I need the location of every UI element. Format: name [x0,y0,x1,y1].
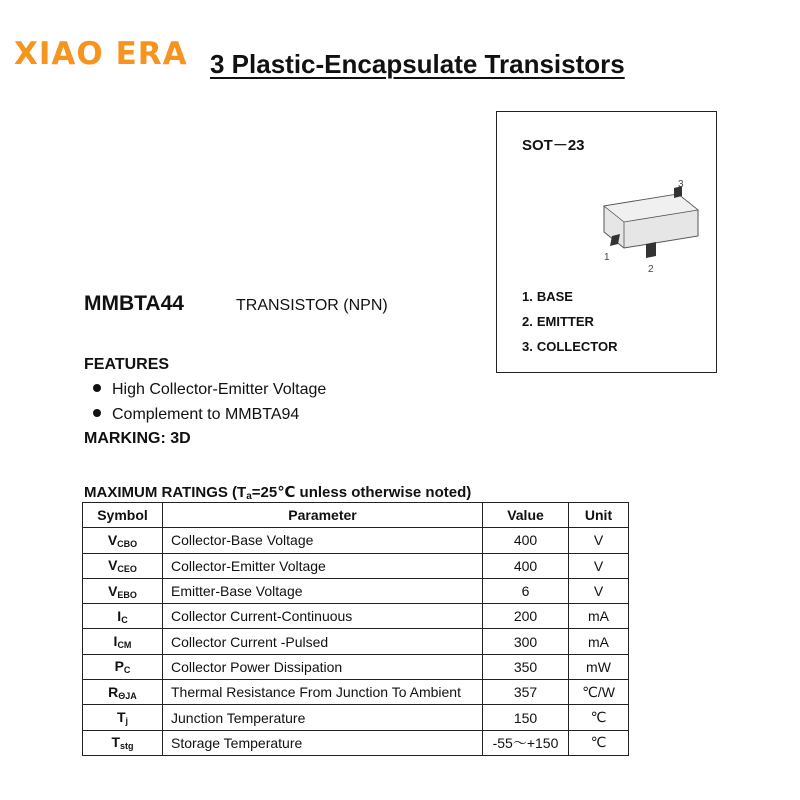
unit-cell: mA [569,604,629,629]
value-cell: 400 [483,553,569,578]
brand-logo: XIAO ERA [14,36,188,72]
symbol-cell: $T_{stg}$ [83,730,163,755]
unit-cell: V [569,553,629,578]
symbol-cell: $P_C$ [83,654,163,679]
feature-item [93,381,326,399]
table-row [83,680,629,705]
unit-cell: mW [569,654,629,679]
col-header-value: Value [483,503,569,528]
value-cell: -55～+150 [483,730,569,755]
table-row [83,578,629,603]
pin-item-emitter [522,314,594,329]
symbol-cell: $R_{\Theta JA}$ [83,680,163,705]
table-header-row [83,503,629,528]
part-description: TRANSISTOR (NPN) [236,297,388,314]
unit-cell: ℃ [569,705,629,730]
pin-label-3: 3 [678,179,684,190]
parameter-cell: Collector-Base Voltage [163,528,483,553]
unit-cell: ℃/W [569,680,629,705]
col-header-parameter: Parameter [163,503,483,528]
pin-number: 1. [522,289,533,304]
pin-label-2: 2 [648,264,654,275]
parameter-cell: Junction Temperature [163,705,483,730]
pin-number: 3. [522,339,533,354]
symbol-cell: $T_j$ [83,705,163,730]
parameter-cell: Collector Current-Continuous [163,604,483,629]
table-row [83,705,629,730]
package-name: SOT－23 [522,137,585,154]
pin-number: 2. [522,314,533,329]
parameter-cell: Thermal Resistance From Junction To Ambient [163,680,483,705]
pin-name: BASE [536,289,573,304]
marking-code: MARKING: 3D [84,430,191,447]
feature-text: High Collector-Emitter Voltage [112,381,327,398]
table-row [83,604,629,629]
symbol-cell: $V_{CEO}$ [83,553,163,578]
symbol-cell: $I_C$ [83,604,163,629]
symbol-cell: $V_{CBO}$ [83,528,163,553]
unit-cell: V [569,578,629,603]
table-row [83,730,629,755]
parameter-cell: Collector Current -Pulsed [163,629,483,654]
bullet-icon [93,384,101,392]
pin-item-collector [522,339,618,354]
value-cell: 357 [483,680,569,705]
value-cell: 300 [483,629,569,654]
value-cell: 400 [483,528,569,553]
col-header-symbol: Symbol [83,503,163,528]
part-number: MMBTA44 [84,292,184,315]
value-cell: 200 [483,604,569,629]
value-cell: 350 [483,654,569,679]
feature-item [93,406,299,424]
pin-name: COLLECTOR [536,339,618,354]
maximum-ratings-table [82,502,629,756]
parameter-cell: Collector-Emitter Voltage [163,553,483,578]
value-cell: 150 [483,705,569,730]
value-cell: 6 [483,578,569,603]
symbol-cell: $I_{CM}$ [83,629,163,654]
features-heading: FEATURES [84,356,170,373]
col-header-unit: Unit [569,503,629,528]
table-row [83,553,629,578]
ratings-title: MAXIMUM RATINGS ($T_a=25℃$ unless otherwise noted) [84,484,472,502]
symbol-cell: $V_{EBO}$ [83,578,163,603]
parameter-cell: Emitter-Base Voltage [163,578,483,603]
page-title: 3 Plastic-Encapsulate Transistors [210,49,625,79]
unit-cell: ℃ [569,730,629,755]
table-row [83,654,629,679]
feature-text: Complement to MMBTA94 [112,406,300,423]
bullet-icon [93,409,101,417]
unit-cell: mA [569,629,629,654]
pin-label-1: 1 [604,252,610,263]
table-row [83,629,629,654]
pin-item-base [522,289,573,304]
parameter-cell: Storage Temperature [163,730,483,755]
parameter-cell: Collector Power Dissipation [163,654,483,679]
table-row [83,528,629,553]
unit-cell: V [569,528,629,553]
pin-name: EMITTER [536,314,594,329]
sot23-package-drawing [590,176,700,276]
